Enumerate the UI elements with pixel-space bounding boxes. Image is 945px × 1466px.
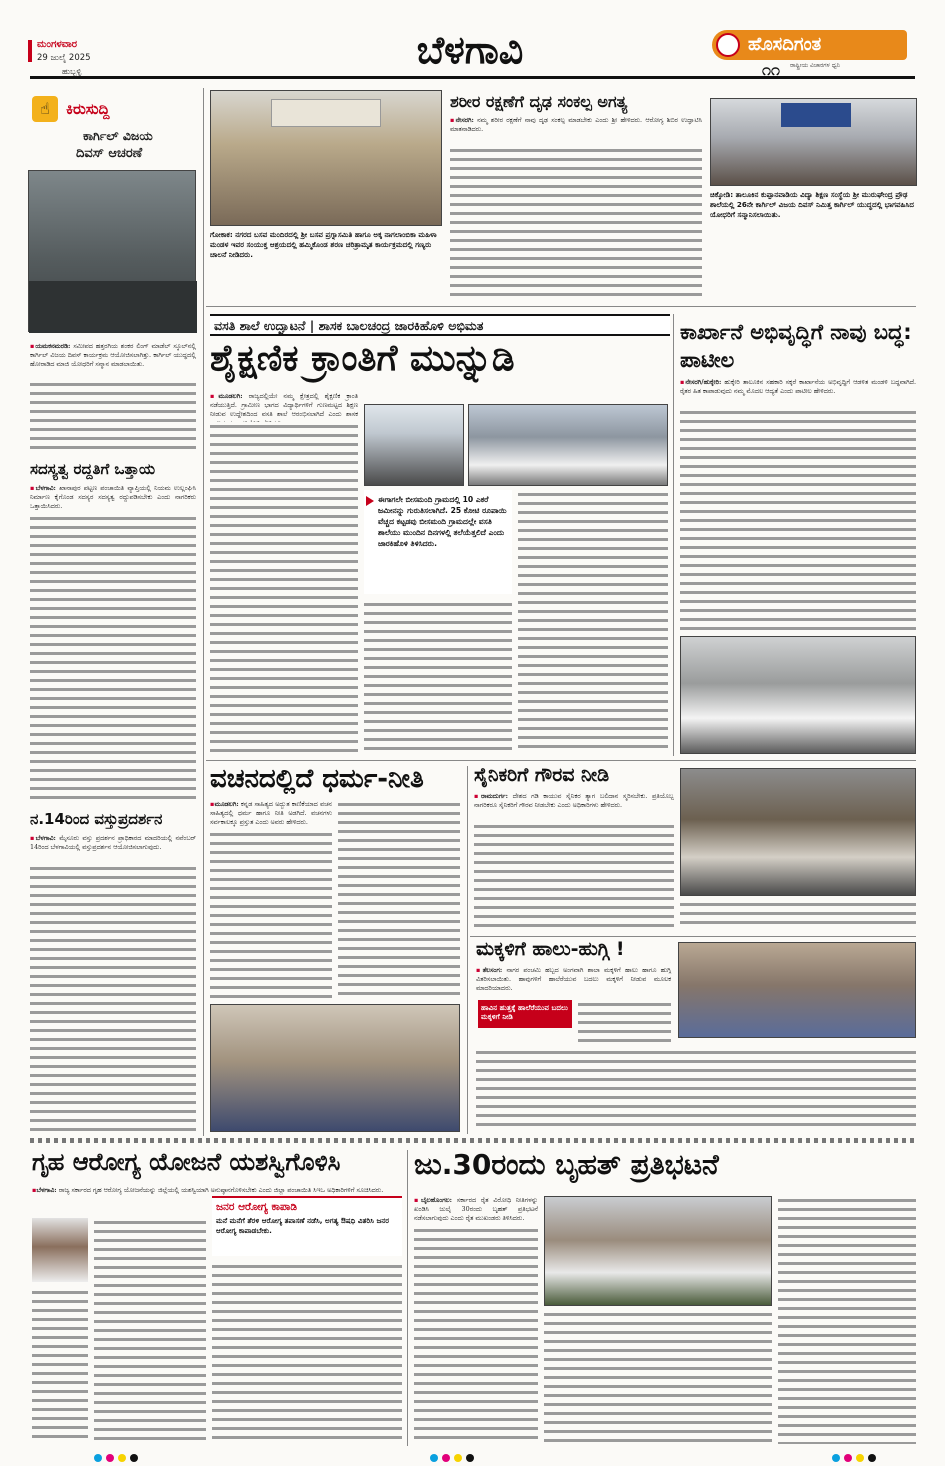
sainika-photo [680,768,916,896]
makkalige-dateline: ತೆಲಸಂಗ: [482,966,503,974]
bottom-band-dots [30,1138,916,1143]
kirusuddi-filler [30,380,196,454]
sharira-dateline: ನೇಸರಗಿ: [455,116,474,124]
masthead-date: 29 ಜುಲೈ 2025 [37,53,91,63]
lead-col3-filler [518,490,668,754]
prati-filler-2 [544,1310,772,1444]
gruha-title: ಗೃಹ ಆರೋಗ್ಯ ಯೋಜನೆ ಯಶಸ್ವಿಗೊಳಿಸಿ [32,1148,341,1176]
sainika-body: ದೇಶದ ಗಡಿ ಕಾಯುವ ಸೈನಿಕರ ತ್ಯಾಗ ಬಲಿದಾನ ಸ್ಮರಿಸಬೇಕು. ಪ್ರತಿಯೊಬ್ಬ ನಾಗರಿಕರೂ ಸೈನಿಕರಿಗೆ ಗೌರವ ನೀಡಬೇಕು ಎಂದು ಅಧಿಕಾರಿಗಳು ಹೇಳಿದರು. [474,792,674,809]
sharira-body: ನಮ್ಮ ಶರೀರ ರಕ್ಷಣೆಗೆ ನಾವು ದೃಢ ಸಂಕಲ್ಪ ಮಾಡಬೇಕು ಎಂದು ಶ್ರೀ ಹೇಳಿದರು. ಆರೋಗ್ಯ ಶಿಬಿರ ಉದ್ಘಾಟಿಸಿ ಮಾತನಾಡಿದರು. [450,116,702,133]
top-photo-2-caption: ಚಿಕ್ಕೋಡಿ: ತಾಲೂಕಿನ ಕುಪ್ಪಾನವಾಡಿಯ ವಿದ್ಯಾ ಶಿಕ್ಷಣ ಸಂಸ್ಥೆಯ ಶ್ರೀ ಮುರುಘೇಂದ್ರ ಪ್ರೌಢ ಶಾಲೆಯಲ್ಲಿ 26ನೇ ಕಾರ್ಗಿಲ್ ವಿಜಯ ದಿವಸ್ ನಿಮಿತ್ತ ಕಾರ್ಗಿಲ್ ಯುದ್ಧದಲ್ಲಿ ಭಾಗವಹಿಸಿದ ಯೋಧರಿಗೆ ಸನ್ಮಾನಿಸಲಾಯಿತು. [710,190,915,219]
lead-right-rule [673,314,674,756]
top-row-rule [206,306,916,307]
brand-tagline: ರಾಷ್ಟ್ರೀಯ ವಿಚಾರಗಳ ಧ್ವನಿ [790,62,841,69]
kirusuddi-label: ಕಿರುಸುದ್ದಿ [66,100,110,118]
prati-dateline: ಬೈಲಹೊಂಗಲ: [421,1196,453,1204]
gruha-filler-3 [212,1262,402,1444]
bottom-mid-rule [407,1150,408,1446]
lead-title: ಶೈಕ್ಷಣಿಕ ಕ್ರಾಂತಿಗೆ ಮುನ್ನುಡಿ [210,338,515,379]
masthead-day: ಮಂಗಳವಾರ [37,39,78,50]
makkalige-box [478,1000,572,1028]
gruha-text: ▪ಬೆಳಗಾವಿ: ರಾಜ್ಯ ಸರ್ಕಾರದ ಗೃಹ ಆರೋಗ್ಯ ಯೋಜನೆಯನ್ನು ಜಿಲ್ಲೆಯಲ್ಲಿ ಯಶಸ್ವಿಯಾಗಿ ಅನುಷ್ಠಾನಗೊಳಿಸಬೇಕು ಎಂದು ಜಿಲ್ಲಾ ಪಂಚಾಯಿತಿ ಸಿಇಒ ಅಧಿಕಾರಿಗಳಿಗೆ ಸೂಚಿಸಿದರು. [32,1186,384,1194]
masthead-section-title: ಬೆಳಗಾವಿ [416,28,524,72]
sainika-text: ▪ರಾಮದುರ್ಗ: ದೇಶದ ಗಡಿ ಕಾಯುವ ಸೈನಿಕರ ತ್ಯಾಗ ಬಲಿದಾನ ಸ್ಮರಿಸಬೇಕು. ಪ್ರತಿಯೊಬ್ಬ ನಾಗರಿಕರೂ ಸೈನಿಕರಿಗೆ ಗೌರವ ನೀಡಬೇಕು ಎಂದು ಅಧಿಕಾರಿಗಳು ಹೇಳಿದರು. [474,792,674,809]
vachana-right-rule [467,766,468,1134]
kirusuddi-title-2: ದಿವಸ್ ಆಚರಣೆ [76,146,143,161]
vachana-title: ವಚನದಲ್ಲಿದೆ ಧರ್ಮ-ನೀತಿ [210,764,424,794]
gruha-box-title: ಜನರ ಆರೋಗ್ಯ ಕಾಪಾಡಿ [216,1201,297,1213]
sadasya-filler [30,514,196,804]
sainika-bottom-rule [470,936,916,937]
makkalige-photo [678,942,916,1038]
finger-icon: ☝ [40,99,50,118]
vachana-col2-filler [338,800,460,1000]
sadasya-title: ಸದಸ್ಯತ್ವ ರದ್ದತಿಗೆ ಒತ್ತಾಯ [30,460,156,478]
gruha-box-body: ಮನೆ ಮನೆಗೆ ತೆರಳಿ ಆರೋಗ್ಯ ತಪಾಸಣೆ ನಡೆಸಿ, ಅಗತ್ಯ ಔಷಧಿ ವಿತರಿಸಿ ಜನರ ಆರೋಗ್ಯ ಕಾಪಾಡಬೇಕು. [216,1216,390,1235]
lead-text: ▪ಮೂಡಲಗಿ: ರಾಜ್ಯದಲ್ಲಿಯೇ ನಮ್ಮ ಕ್ಷೇತ್ರದಲ್ಲಿ ಶೈಕ್ಷಣಿಕ ಕ್ರಾಂತಿ ನಡೆಯುತ್ತಿದೆ. ಗ್ರಾಮೀಣ ಭಾಗದ ವಿದ್ಯಾರ್ಥಿಗಳಿಗೆ ಗುಣಮಟ್ಟದ ಶಿಕ್ಷಣ ನೀಡುವ ಉದ್ದೇಶದಿಂದ ವಸತಿ ಶಾಲೆ ಆರಂಭಿಸಲಾಗಿದೆ ಎಂದು ಶಾಸಕ [210,392,358,422]
vachana-text: ▪ಮೂಡಲಗಿ: ಕನ್ನಡ ಸಾಹಿತ್ಯದ ಅದ್ಭುತ ಕಾಣಿಕೆಯಾದ ವಚನ ಸಾಹಿತ್ಯದಲ್ಲಿ ಧರ್ಮ ಹಾಗೂ ನೀತಿ ಅಡಗಿದೆ. ವಚನಗಳು ಸರ್ವಕಾಲಕ್ಕೂ ಪ್ರಸ್ತುತ ಎಂದು ಅವರು ಹೇಳಿದರು. [210,800,332,826]
kirusuddi-block [28,90,196,336]
registration-dots-center [428,1447,476,1466]
mid-row-rule [206,760,916,761]
kirusuddi-photo [28,170,196,332]
karkhane-title: ಕಾರ್ಖಾನೆ ಅಭಿವೃದ್ಧಿಗೆ ನಾವು ಬದ್ಧ: ಪಾಟೀಲ [680,320,912,372]
triangle-icon [366,496,374,506]
lead-kicker: ವಸತಿ ಶಾಲೆ ಉದ್ಘಾಟನೆ | ಶಾಸಕ ಬಾಲಚಂದ್ರ ಜಾರಕಿಹೊಳಿ ಅಭಿಮತ [214,318,484,333]
left-column-rule [203,88,204,1136]
vachana-body: ಕನ್ನಡ ಸಾಹಿತ್ಯದ ಅದ್ಭುತ ಕಾಣಿಕೆಯಾದ ವಚನ ಸಾಹಿತ್ಯದಲ್ಲಿ ಧರ್ಮ ಹಾಗೂ ನೀತಿ ಅಡಗಿದೆ. ವಚನಗಳು ಸರ್ವಕಾಲಕ್ಕೂ ಪ್ರಸ್ತುತ ಎಂದು ಅವರು ಹೇಳಿದರು. [210,800,332,826]
sharira-filler [450,146,702,298]
page-number: ೧೧ [762,60,780,79]
sharira-text: ▪ನೇಸರಗಿ: ನಮ್ಮ ಶರೀರ ರಕ್ಷಣೆಗೆ ನಾವು ದೃಢ ಸಂಕಲ್ಪ ಮಾಡಬೇಕು ಎಂದು ಶ್ರೀ ಹೇಳಿದರು. ಆರೋಗ್ಯ ಶಿಬಿರ ಉದ್ಘಾಟಿಸಿ ಮಾತನಾಡಿದರು. [450,116,702,133]
vastu-title: ನ.14ರಿಂದ ವಸ್ತುಪ್ರದರ್ಶನ [30,810,163,828]
makkalige-body: ನಾಗರ ಪಂಚಮಿ ಹಬ್ಬದ ಅಂಗವಾಗಿ ಶಾಲಾ ಮಕ್ಕಳಿಗೆ ಹಾಲು ಹಾಗೂ ಹುಗ್ಗಿ ವಿತರಿಸಲಾಯಿತು. ಹಾವುಗಳಿಗೆ ಹಾಲೆರೆಯುವ ಬದಲು ಮಕ್ಕಳಿಗೆ ನೀಡುವ ಮೂಲಕ ಮಾದರಿಯಾದರು. [476,966,671,992]
lead-photo-1 [364,404,464,486]
vastu-dateline: ಬೆಳಗಾವಿ: [35,834,56,842]
sadasya-text: ▪ಬೆಳಗಾವಿ: ಖಾನಾಪುರ ಪಟ್ಟಣ ಪಂಚಾಯಿತಿ ವ್ಯಾಪ್ತಿಯಲ್ಲಿ ನಿಯಮ ಉಲ್ಲಂಘಿಸಿ ನಿರ್ಮಾಣ ಕೈಗೊಂಡ ಸದಸ್ಯರ ಸದಸ್ಯತ್ವ ರದ್ದುಪಡಿಸಬೇಕು ಎಂದು ನಾಗರಿಕರು ಒತ್ತಾಯಿಸಿದರು. [30,484,196,510]
lead-highlight: ಈಗಾಗಲೇ ಬೀಸಮಂದಿ ಗ್ರಾಮದಲ್ಲಿ 10 ಎಕರೆ ಜಮೀನನ್ನು ಗುರುತಿಸಲಾಗಿದೆ. 25 ಕೋಟಿ ರೂಪಾಯಿ ವೆಚ್ಚದ ಕಟ್ಟಡವು ಬೀಸಮಂದಿ ಗ್ರಾಮದಲ್ಲೇ ವಸತಿ ಶಾಲೆಯು ಮುಂದಿನ ದಿನಗಳಲ್ಲಿ ತಲೆಯೆತ್ತಲಿದೆ ಎಂದು ಜಾರಕಿಹೊಳಿ ತಿಳಿಸಿದರು. [378,495,507,548]
gruha-filler-1 [94,1218,206,1444]
kirusuddi-text: ▪ಯಮಕನಮರಡಿ: ಸಮೀಪದ ಹತ್ತರಗಿಯ ಶಂಕರ ಲಿಂಗ್ ಮಾಡೆಲ್ ಸ್ಕೂಲ್‌ನಲ್ಲಿ ಕಾರ್ಗಿಲ್ ವಿಜಯ ದಿವಸ್ ಕಾರ್ಯಕ್ರಮ ಆಯೋಜಿಸಲಾಗಿತ್ತು. ಕಾರ್ಗಿಲ್ ಯುದ್ಧದಲ್ಲಿ ಹೋರಾಡಿದ ಮಾಜಿ ಯೋಧರಿಗೆ ಸನ್ಮಾನ ಮಾಡಲಾಯಿತು. [30,342,196,368]
banner-blue [781,103,851,127]
top-photo-1-caption: ಗೋಕಾಕ: ನಗರದ ಬಸವ ಮಂದಿರದಲ್ಲಿ ಶ್ರೀ ಬಸವ ಪ್ರಗ್ನಾಸಮಿತಿ ಹಾಗೂ ಅಕ್ಕ ನಾಗಲಾಂಬಿಕಾ ಮಹಿಳಾ ಮಂಡಳ ಇವರ ಸಂಯುಕ್ತ ಆಶ್ರಯದಲ್ಲಿ ಹಮ್ಮಿಕೊಂಡ ಶರಣ ಚರಿತ್ರಾಮೃತ ಕಾರ್ಯಕ್ರಮದಲ್ಲಿ ಗಣ್ಯರು ಚಾಲನೆ ನೀಡಿದರು. [210,230,437,259]
prati-filler-3 [778,1196,916,1444]
makkalige-filler-1 [578,1000,671,1044]
karkhane-text: ▪ನೇಸರಗಿ/ಹುಕ್ಕೇರಿ: ಹುಕ್ಕೇರಿ ತಾಲೂಕಿನ ಸಹಕಾರಿ ಸಕ್ಕರೆ ಕಾರ್ಖಾನೆಯ ಅಭಿವೃದ್ಧಿಗೆ ಆಡಳಿತ ಮಂಡಳಿ ಬದ್ಧವಾಗಿದೆ. ರೈತರ ಹಿತ ಕಾಪಾಡುವುದು ನಮ್ಮ ಮೊದಲ ಆದ್ಯತೆ ಎಂದು ಪಾಟೀಲ ಹೇಳಿದರು. [680,378,916,395]
sainika-dateline: ರಾಮದುರ್ಗ: [480,792,508,800]
karkhane-dateline: ನೇಸರಗಿ/ಹುಕ್ಕೇರಿ: [685,378,722,386]
lead-col2-filler [364,600,512,754]
sadasya-body: ಖಾನಾಪುರ ಪಟ್ಟಣ ಪಂಚಾಯಿತಿ ವ್ಯಾಪ್ತಿಯಲ್ಲಿ ನಿಯಮ ಉಲ್ಲಂಘಿಸಿ ನಿರ್ಮಾಣ ಕೈಗೊಂಡ ಸದಸ್ಯರ ಸದಸ್ಯತ್ವ ರದ್ದುಪಡಿಸಬೇಕು ಎಂದು ನಾಗರಿಕರು ಒತ್ತಾಯಿಸಿದರು. [30,484,196,510]
lead-col1-filler [210,422,358,754]
lead-dateline: ಮೂಡಲಗಿ: [218,392,243,400]
vastu-filler [30,864,196,1134]
vachana-col1-filler [210,830,332,1000]
lead-kicker-bar [210,314,670,336]
kirusuddi-title-1: ಕಾರ್ಗಿಲ್ ವಿಜಯ [83,128,153,143]
sadasya-dateline: ಬೆಳಗಾವಿ: [35,484,56,492]
karkhane-filler [680,408,916,632]
brand-logo [712,30,907,60]
karkhane-body: ಹುಕ್ಕೇರಿ ತಾಲೂಕಿನ ಸಹಕಾರಿ ಸಕ್ಕರೆ ಕಾರ್ಖಾನೆಯ ಅಭಿವೃದ್ಧಿಗೆ ಆಡಳಿತ ಮಂಡಳಿ ಬದ್ಧವಾಗಿದೆ. ರೈತರ ಹಿತ ಕಾಪಾಡುವುದು ನಮ್ಮ ಮೊದಲ ಆದ್ಯತೆ ಎಂದು ಪಾಟೀಲ ಹೇಳಿದರು. [680,378,916,395]
vastu-text: ▪ಬೆಳಗಾವಿ: ಮೈಸೂರು ವಸ್ತು ಪ್ರದರ್ಶನ ಪ್ರಾಧಿಕಾರದ ಮಾದರಿಯಲ್ಲಿ ನವೆಂಬರ್ 14ರಿಂದ ಬೆಳಗಾವಿಯಲ್ಲಿ ವಸ್ತುಪ್ರದರ್ಶನ ಆಯೋಜಿಸಲಾಗುವುದು. [30,834,196,851]
sainika-filler [474,822,674,930]
sainika-title: ಸೈನಿಕರಿಗೆ ಗೌರವ ನೀಡಿ [474,764,610,786]
vachana-dateline: ಮೂಡಲಗಿ: [214,800,239,808]
top-photo-1 [210,90,442,226]
prati-filler-1 [414,1226,538,1444]
brand-emblem-icon [716,33,740,57]
prati-title: ಜು.30ರಂದು ಬೃಹತ್ ಪ್ರತಿಭಟನೆ [414,1148,719,1181]
lead-body: ರಾಜ್ಯದಲ್ಲಿಯೇ ನಮ್ಮ ಕ್ಷೇತ್ರದಲ್ಲಿ ಶೈಕ್ಷಣಿಕ ಕ್ರಾಂತಿ ನಡೆಯುತ್ತಿದೆ. ಗ್ರಾಮೀಣ ಭಾಗದ ವಿದ್ಯಾರ್ಥಿಗಳಿಗೆ ಗುಣಮಟ್ಟದ ಶಿಕ್ಷಣ ನೀಡುವ ಉದ್ದೇಶದಿಂದ ವಸತಿ ಶಾಲೆ ಆರಂಭಿಸಲಾಗಿದೆ ಎಂದು ಶಾಸಕ [210,392,358,418]
gruha-box [212,1196,402,1256]
gruha-portrait [32,1218,88,1282]
kirusuddi-photo-stage [29,281,197,333]
banner-shape [271,99,381,127]
registration-dots-right [830,1447,878,1466]
gruha-dateline: ಬೆಳಗಾವಿ: [36,1186,57,1194]
gruha-filler-2 [32,1288,88,1444]
prati-body: ಸರ್ಕಾರದ ರೈತ ವಿರೋಧಿ ನೀತಿಗಳನ್ನು ಖಂಡಿಸಿ ಜುಲೈ 30ರಂದು ಬೃಹತ್ ಪ್ರತಿಭಟನೆ ನಡೆಸಲಾಗುವುದು ಎಂದು ರೈತ ಮುಖಂಡರು ತಿಳಿಸಿದರು. [414,1196,538,1222]
masthead-left-bar [28,40,32,62]
masthead [0,0,945,84]
prati-photo [544,1196,772,1306]
top-photo-2 [710,98,917,186]
makkalige-title: ಮಕ್ಕಳಿಗೆ ಹಾಲು-ಹುಗ್ಗಿ ! [476,938,625,960]
gruha-body: ರಾಜ್ಯ ಸರ್ಕಾರದ ಗೃಹ ಆರೋಗ್ಯ ಯೋಜನೆಯನ್ನು ಜಿಲ್ಲೆಯಲ್ಲಿ ಯಶಸ್ವಿಯಾಗಿ ಅನುಷ್ಠಾನಗೊಳಿಸಬೇಕು ಎಂದು ಜಿಲ್ಲಾ ಪಂಚಾಯಿತಿ ಸಿಇಒ ಅಧಿಕಾರಿಗಳಿಗೆ ಸೂಚಿಸಿದರು. [58,1186,384,1194]
masthead-underline [30,76,915,79]
kirusuddi-body: ಸಮೀಪದ ಹತ್ತರಗಿಯ ಶಂಕರ ಲಿಂಗ್ ಮಾಡೆಲ್ ಸ್ಕೂಲ್‌ನಲ್ಲಿ ಕಾರ್ಗಿಲ್ ವಿಜಯ ದಿವಸ್ ಕಾರ್ಯಕ್ರಮ ಆಯೋಜಿಸಲಾಗಿತ್ತು. ಕಾರ್ಗಿಲ್ ಯುದ್ಧದಲ್ಲಿ ಹೋರಾಡಿದ ಮಾಜಿ ಯೋಧರಿಗೆ ಸನ್ಮಾನ ಮಾಡಲಾಯಿತು. [30,342,196,368]
kirusuddi-dateline: ಯಮಕನಮರಡಿ: [35,342,71,350]
vastu-body: ಮೈಸೂರು ವಸ್ತು ಪ್ರದರ್ಶನ ಪ್ರಾಧಿಕಾರದ ಮಾದರಿಯಲ್ಲಿ ನವೆಂಬರ್ 14ರಿಂದ ಬೆಳಗಾವಿಯಲ್ಲಿ ವಸ್ತುಪ್ರದರ್ಶನ ಆಯೋಜಿಸಲಾಗುವುದು. [30,834,196,851]
brand-name: ಹೊಸದಿಗಂತ [748,34,822,55]
makkalige-box-text: ಹಾವಿನ ಹುತ್ತಕ್ಕೆ ಹಾಲೆರೆಯುವ ಬದಲು ಮಕ್ಕಳಿಗೆ ನೀಡಿ [481,1003,568,1021]
karkhane-photo [680,636,916,754]
masthead-city: ಹುಬ್ಬಳ್ಳಿ [62,67,82,76]
sainika-filler-2 [680,900,916,930]
lead-photo-2 [468,404,668,486]
registration-dots-left [92,1447,140,1466]
makkalige-text: ▪ತೆಲಸಂಗ: ನಾಗರ ಪಂಚಮಿ ಹಬ್ಬದ ಅಂಗವಾಗಿ ಶಾಲಾ ಮಕ್ಕಳಿಗೆ ಹಾಲು ಹಾಗೂ ಹುಗ್ಗಿ ವಿತರಿಸಲಾಯಿತು. ಹಾವುಗಳಿಗೆ ಹಾಲೆರೆಯುವ ಬದಲು ಮಕ್ಕಳಿಗೆ ನೀಡುವ ಮೂಲಕ ಮಾದರಿಯಾದರು. [476,966,671,992]
prati-text: ▪ಬೈಲಹೊಂಗಲ: ಸರ್ಕಾರದ ರೈತ ವಿರೋಧಿ ನೀತಿಗಳನ್ನು ಖಂಡಿಸಿ ಜುಲೈ 30ರಂದು ಬೃಹತ್ ಪ್ರತಿಭಟನೆ ನಡೆಸಲಾಗುವುದು ಎಂದು ರೈತ ಮುಖಂಡರು ತಿಳಿಸಿದರು. [414,1196,538,1222]
vachana-photo [210,1004,460,1132]
kirusuddi-badge [32,96,58,122]
lead-highlight-box [364,490,512,594]
makkalige-filler-2 [476,1048,916,1132]
sharira-title: ಶರೀರ ರಕ್ಷಣೆಗೆ ದೃಢ ಸಂಕಲ್ಪ ಅಗತ್ಯ [450,92,628,111]
